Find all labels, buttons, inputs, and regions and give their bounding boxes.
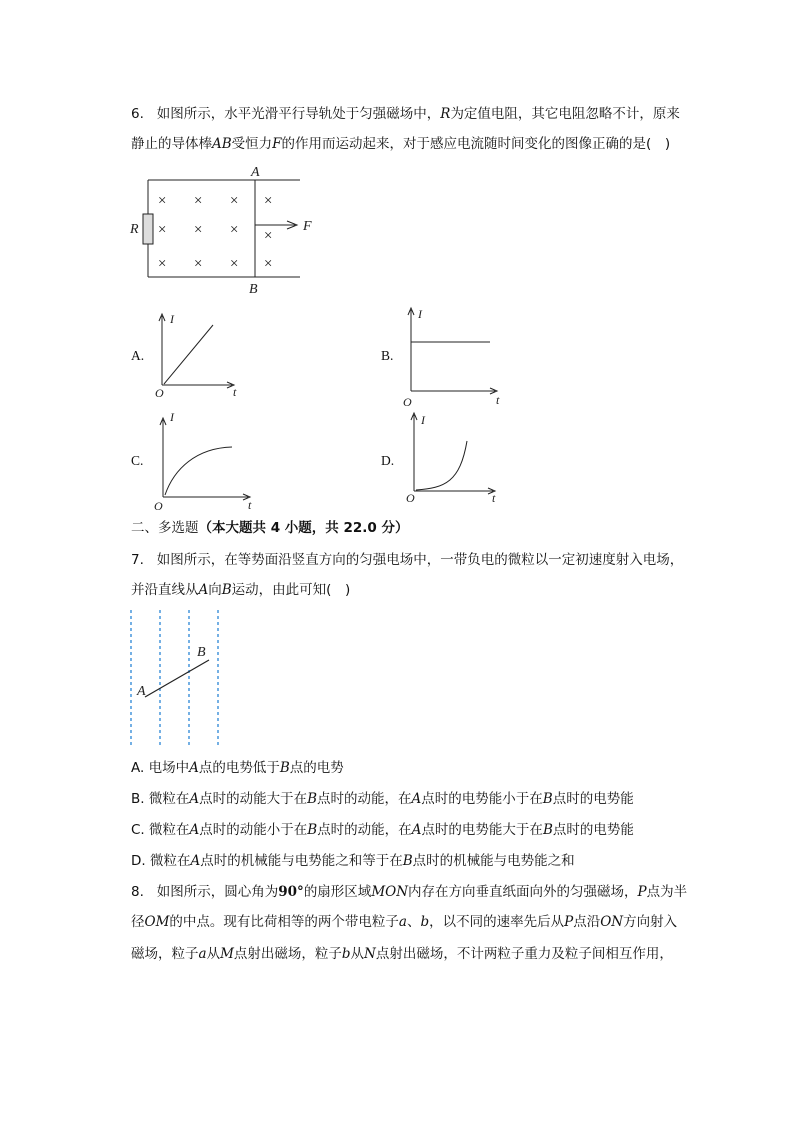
q8-text: 点沿 xyxy=(573,914,601,930)
q8-var: P xyxy=(637,884,647,900)
q8-var: OM xyxy=(144,914,170,930)
option-text: 点时的动能，在 xyxy=(317,791,412,807)
section-detail: （本大题共 4 小题，共 22.0 分） xyxy=(198,520,409,536)
option-text: 点时的电势能大于在 xyxy=(421,822,543,838)
option-prefix: B. xyxy=(131,791,145,807)
q8-text: 的扇形区域 xyxy=(303,884,372,900)
label-r: R xyxy=(130,222,139,237)
option-var: A xyxy=(190,853,201,869)
q8-var: MON xyxy=(371,884,409,900)
option-text: 微粒在 xyxy=(148,791,190,807)
q7-text: 并沿直线从 xyxy=(131,582,199,598)
q6-option-b-label[interactable]: B. xyxy=(381,348,394,363)
q8-text: 径 xyxy=(131,914,145,930)
axis-i: I xyxy=(170,312,174,326)
q8-var: N xyxy=(364,946,376,962)
q6-var-f: F xyxy=(272,136,282,152)
option-prefix: A. xyxy=(131,760,145,776)
q7-option-c[interactable] xyxy=(131,820,634,840)
q8-text: 点射出磁场，不计两粒子重力及粒子间相互作用， xyxy=(375,946,673,962)
option-text: 点时的机械能与电势能之和 xyxy=(412,853,575,869)
q8-text: 磁场，粒子 xyxy=(131,946,199,962)
q6-text: 静止的导体棒 xyxy=(131,136,212,152)
option-var: B xyxy=(402,853,413,869)
q8-text: 、 xyxy=(406,914,421,930)
option-text: 点时的动能，在 xyxy=(317,822,412,838)
cross-mark: × xyxy=(263,256,274,272)
q8-var: M xyxy=(220,946,234,962)
section-title: 二、多选题 xyxy=(131,520,199,536)
cross-mark: × xyxy=(157,222,168,238)
q6-option-c-label[interactable]: C. xyxy=(131,453,144,468)
cross-mark: × xyxy=(263,228,274,244)
option-text: 微粒在 xyxy=(149,822,190,838)
origin-o: O xyxy=(403,395,412,409)
q6-var-r: R xyxy=(440,106,451,122)
axis-i: I xyxy=(421,413,425,427)
q6-option-a-label[interactable]: A. xyxy=(131,348,145,363)
q8-text: 点为半 xyxy=(646,884,688,900)
option-prefix: C. xyxy=(131,822,145,838)
q7-var-a: A xyxy=(198,582,209,598)
q8-text: 方向射入 xyxy=(623,914,678,930)
cross-mark: × xyxy=(229,256,240,272)
option-text: 点时的动能小于在 xyxy=(199,822,308,838)
option-text: 点时的电势能 xyxy=(552,822,634,838)
q6-option-d-label[interactable]: D. xyxy=(381,453,395,468)
q8-var: ON xyxy=(600,914,624,930)
option-text: 点的电势低于 xyxy=(198,760,280,776)
q8-var: b xyxy=(420,914,430,930)
option-text: 点的电势 xyxy=(289,760,344,776)
q8-var: b xyxy=(341,946,351,962)
label-b: B xyxy=(197,645,206,660)
option-var: A xyxy=(189,791,200,807)
option-var: A xyxy=(411,822,422,838)
q7-number: 7. xyxy=(131,552,144,568)
q7-text: 如图所示，在等势面沿竖直方向的匀强电场中，一带负电的微粒以一定初速度射入电场， xyxy=(156,552,684,568)
option-var: B xyxy=(307,822,318,838)
cross-mark: × xyxy=(263,193,274,209)
cross-mark: × xyxy=(229,193,240,209)
cross-mark: × xyxy=(193,193,204,209)
q8-line-1 xyxy=(131,882,687,902)
q8-angle: 90° xyxy=(278,884,304,900)
q6-text: 的作用而运动起来，对于感应电流随时间变化的图像正确的是( ) xyxy=(281,136,671,152)
q6-number: 6. xyxy=(131,106,144,122)
axis-i: I xyxy=(418,307,422,321)
axis-t: t xyxy=(248,498,252,512)
trajectory-ab xyxy=(145,660,209,697)
option-var: A xyxy=(411,791,422,807)
origin-o: O xyxy=(154,499,163,513)
q6-text: 如图所示，水平光滑平行导轨处于匀强磁场中， xyxy=(156,106,441,122)
q7-text: 向 xyxy=(208,582,222,598)
axis-i: I xyxy=(170,410,174,424)
q8-line-3 xyxy=(131,944,673,964)
option-text: 点时的电势能小于在 xyxy=(421,791,543,807)
cross-mark: × xyxy=(193,256,204,272)
option-var: B xyxy=(542,822,553,838)
origin-o: O xyxy=(155,386,164,400)
q8-text: 如图所示，圆心角为 xyxy=(156,884,279,900)
q7-option-a[interactable] xyxy=(131,758,344,778)
q7-var-b: B xyxy=(221,582,232,598)
cross-mark: × xyxy=(157,193,168,209)
q8-text: 内存在方向垂直纸面向外的匀强磁场， xyxy=(408,884,638,900)
q8-var: P xyxy=(564,914,574,930)
option-var: B xyxy=(279,760,290,776)
q8-text: 的中点。现有比荷相等的两个带电粒子 xyxy=(169,914,399,930)
axis-t: t xyxy=(492,491,496,505)
q7-option-b[interactable] xyxy=(131,789,634,809)
option-text: 点时的电势能 xyxy=(552,791,634,807)
option-var: B xyxy=(542,791,553,807)
cross-mark: × xyxy=(229,222,240,238)
option-var: A xyxy=(189,760,199,776)
q8-number: 8. xyxy=(131,884,144,900)
option-text: 点时的动能大于在 xyxy=(199,791,308,807)
label-a: A xyxy=(137,684,146,699)
q6-text: 受恒力 xyxy=(231,136,273,152)
q7-text: 运动，由此可知( ) xyxy=(231,582,351,598)
option-var: A xyxy=(189,822,200,838)
option-prefix: D. xyxy=(131,853,146,869)
option-text: 电场中 xyxy=(148,760,190,776)
axis-t: t xyxy=(233,385,237,399)
cross-mark: × xyxy=(193,222,204,238)
q8-text: 从 xyxy=(206,946,221,962)
q6-text: 为定值电阻，其它电阻忽略不计，原来 xyxy=(450,106,680,122)
axis-t: t xyxy=(496,393,500,407)
q8-text: ，以不同的速率先后从 xyxy=(429,914,565,930)
label-a: A xyxy=(251,165,260,180)
label-f: F xyxy=(303,219,312,234)
q7-option-d[interactable] xyxy=(131,851,575,871)
option-var: B xyxy=(307,791,318,807)
q8-var: a xyxy=(198,946,207,962)
q8-text: 点射出磁场，粒子 xyxy=(233,946,342,962)
q8-text: 从 xyxy=(350,946,365,962)
q8-line-2 xyxy=(131,912,677,932)
origin-o: O xyxy=(406,491,415,505)
label-b: B xyxy=(249,282,258,297)
q8-var: a xyxy=(398,914,407,930)
option-text: 点时的机械能与电势能之和等于在 xyxy=(200,853,403,869)
cross-mark: × xyxy=(157,256,168,272)
q6-var-ab: AB xyxy=(212,136,232,152)
option-text: 微粒在 xyxy=(149,853,191,869)
